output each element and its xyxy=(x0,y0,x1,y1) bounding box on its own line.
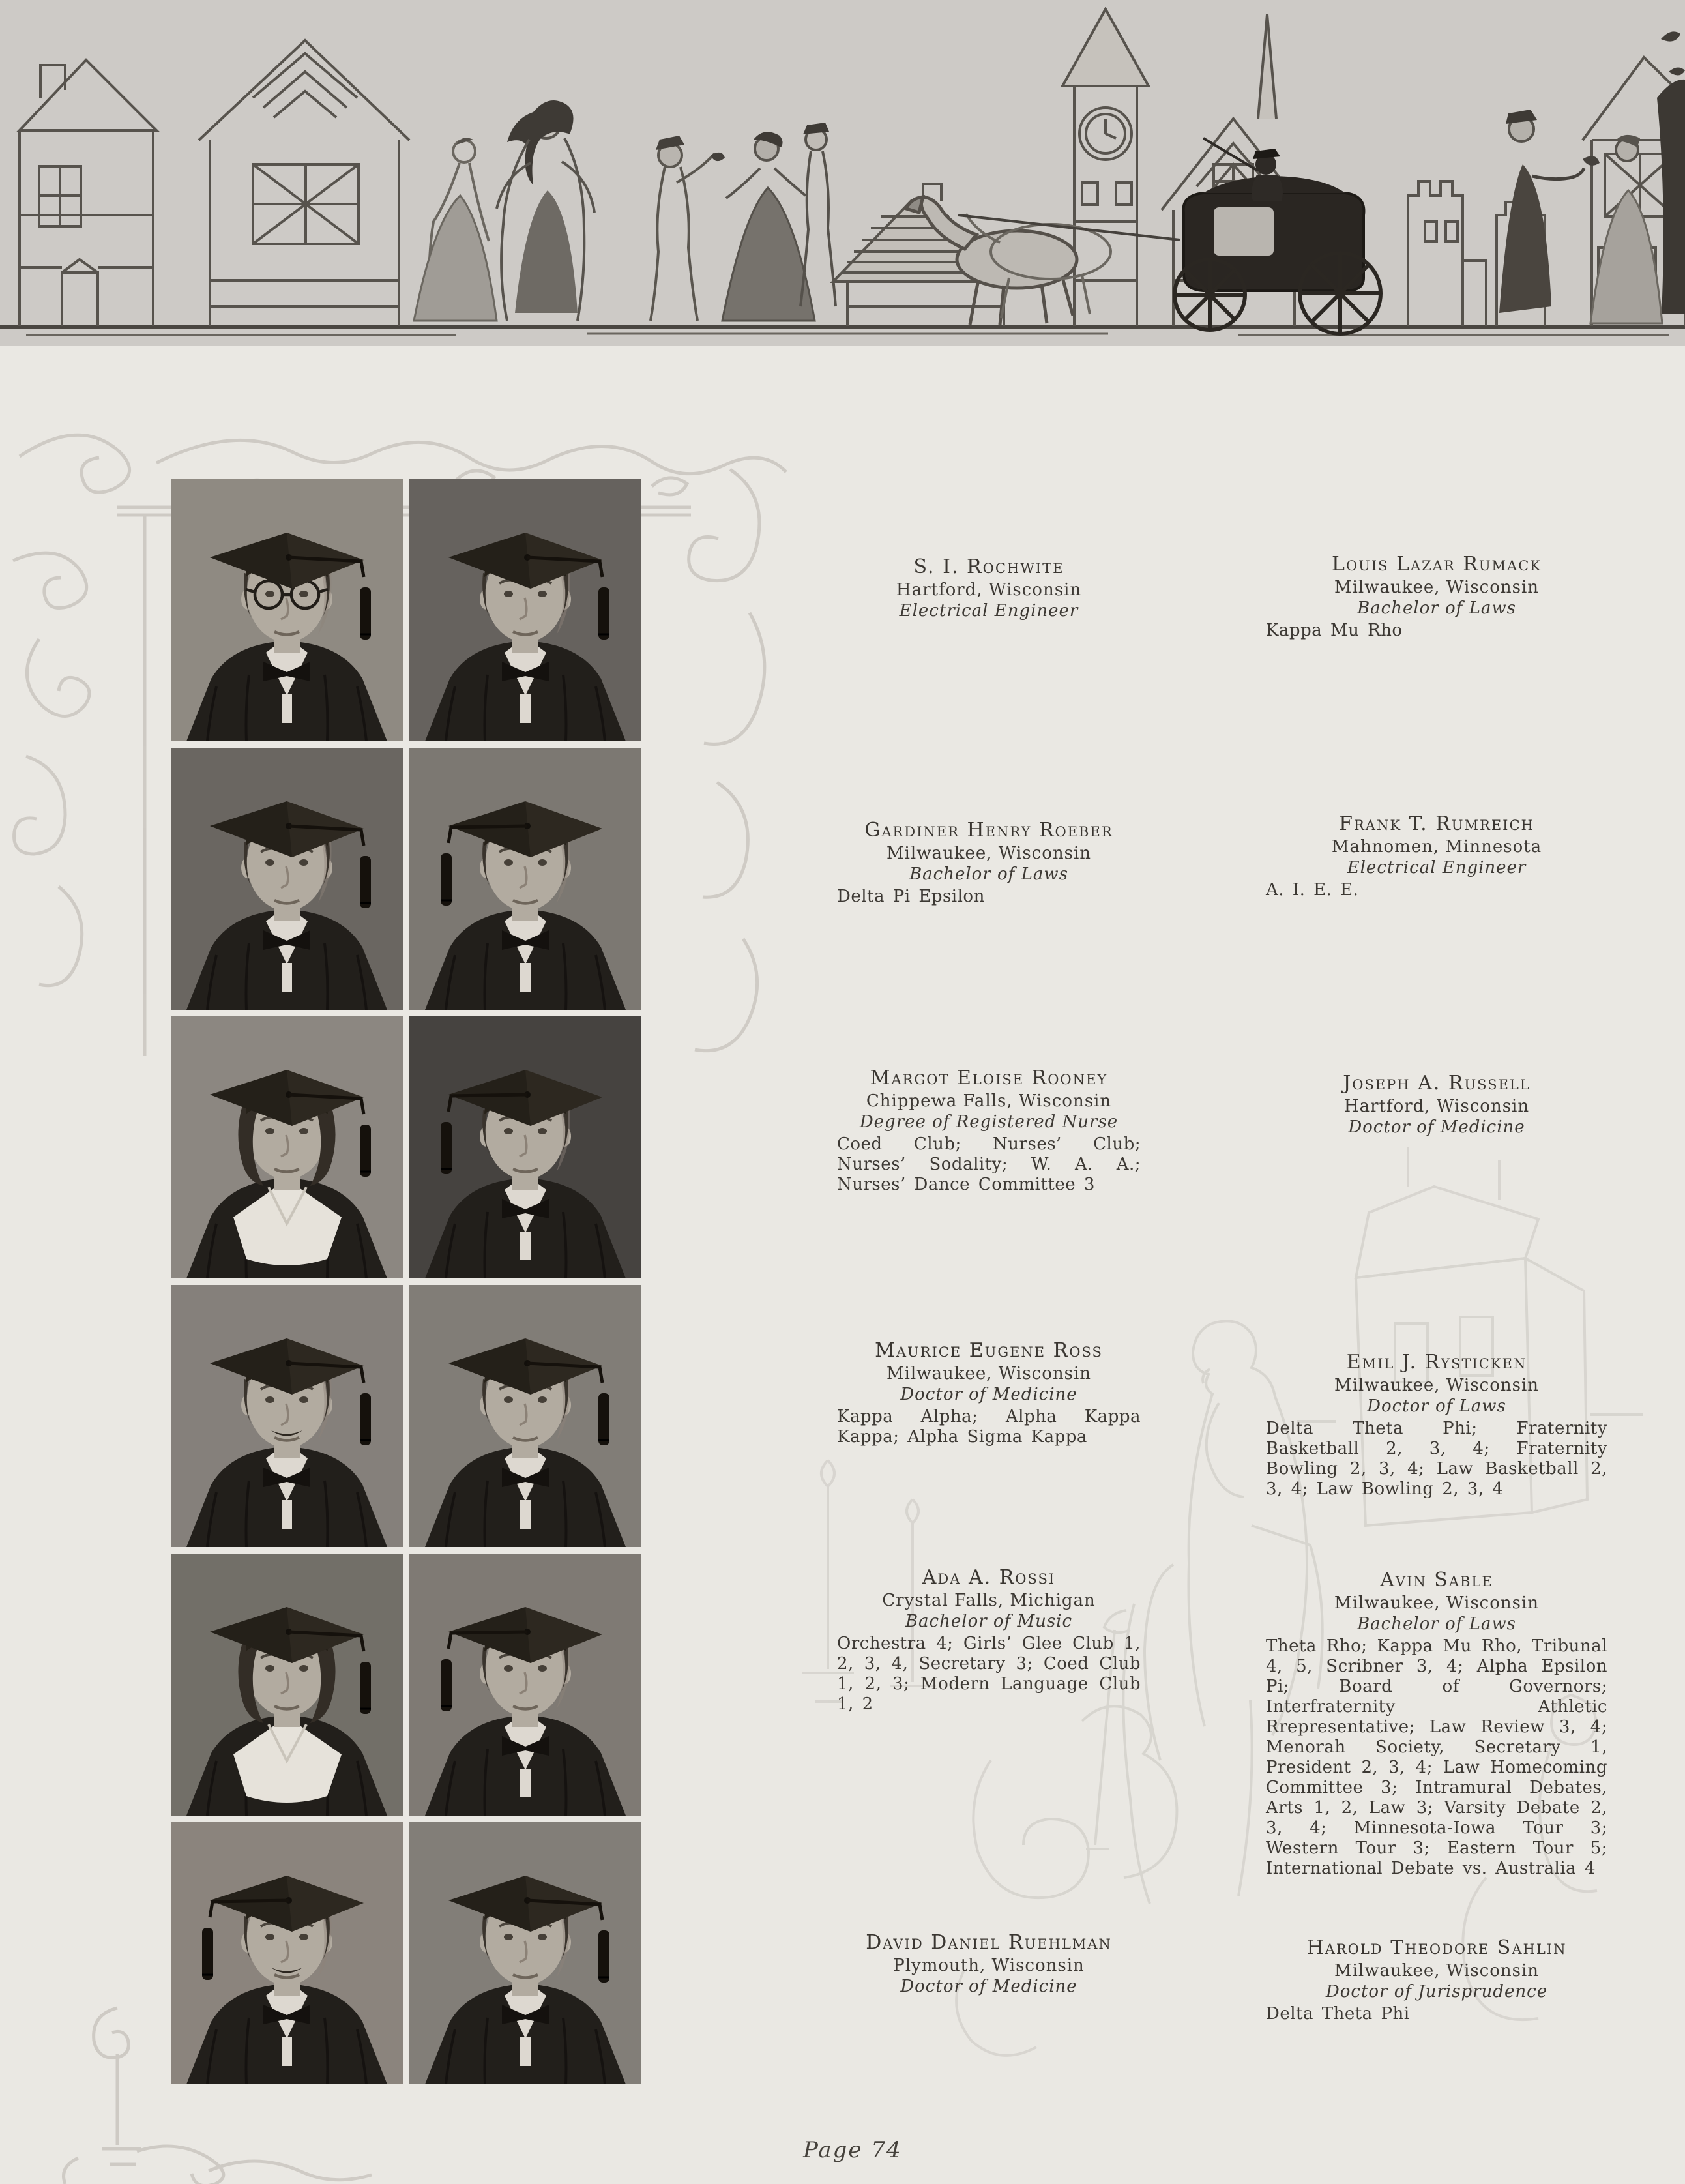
entry-ruehlman xyxy=(837,1931,1141,1997)
entry-degree: Electrical Engineer xyxy=(899,601,1079,621)
entry-degree: Bachelor of Laws xyxy=(1357,1614,1516,1634)
graduate-portrait xyxy=(409,1822,641,2084)
entry-activities: Delta Theta Phi; Fraternity Basketball 2, 3, 4; Fraternity Bowling 2, 3, 4; Law Basketball 2, 3, 4; Law Bowling 2, 3, 4 xyxy=(1266,1419,1607,1499)
graduate-portrait xyxy=(409,1285,641,1547)
entry-name: Emil J. Rysticken xyxy=(1346,1351,1527,1374)
entry-hometown: Mahnomen, Minnesota xyxy=(1331,837,1542,857)
entry-rossi xyxy=(837,1566,1141,1715)
entry-activities: Kappa Alpha; Alpha Kappa Kappa; Alpha Sigma Kappa xyxy=(837,1407,1141,1447)
entry-name: Louis Lazar Rumack xyxy=(1332,553,1542,576)
entry-hometown: Milwaukee, Wisconsin xyxy=(1334,1376,1540,1395)
entry-name: Joseph A. Russell xyxy=(1343,1072,1531,1095)
graduate-portrait xyxy=(171,1554,403,1816)
entry-degree: Doctor of Medicine xyxy=(900,1977,1077,1996)
entry-name: Margot Eloise Rooney xyxy=(870,1067,1108,1089)
header-illustration-colonial-scene xyxy=(0,0,1685,346)
page-number: Page 74 xyxy=(803,2137,902,2163)
entry-activities: Delta Pi Epsilon xyxy=(837,887,985,906)
entry-hometown: Hartford, Wisconsin xyxy=(896,580,1082,600)
entry-name: Gardiner Henry Roeber xyxy=(864,819,1113,842)
entry-degree: Doctor of Jurisprudence xyxy=(1325,1982,1548,2001)
entry-name: Frank T. Rumreich xyxy=(1339,812,1534,835)
entry-sahlin xyxy=(1266,1936,1607,2024)
entry-hometown: Milwaukee, Wisconsin xyxy=(886,1364,1092,1383)
entry-name: Harold Theodore Sahlin xyxy=(1306,1936,1567,1959)
entry-hometown: Milwaukee, Wisconsin xyxy=(1334,578,1540,597)
graduate-portrait xyxy=(171,1016,403,1278)
entry-activities: Delta Theta Phi xyxy=(1266,2004,1410,2024)
entry-degree: Doctor of Medicine xyxy=(900,1385,1077,1404)
entry-rooney xyxy=(837,1067,1141,1195)
entry-degree: Bachelor of Laws xyxy=(1357,598,1516,618)
entry-hometown: Milwaukee, Wisconsin xyxy=(1334,1593,1540,1613)
entry-activities: Coed Club; Nurses’ Club; Nurses’ Sodality; W. A. A.; Nurses’ Dance Committee 3 xyxy=(837,1134,1141,1194)
entry-rysticken xyxy=(1266,1351,1607,1499)
entry-degree: Electrical Engineer xyxy=(1347,858,1527,878)
graduate-portrait xyxy=(171,1285,403,1547)
graduate-portrait xyxy=(409,479,641,741)
entry-degree: Bachelor of Music xyxy=(905,1612,1073,1631)
entry-rumreich xyxy=(1266,812,1607,900)
entry-roeber xyxy=(837,819,1141,907)
entry-name: David Daniel Ruehlman xyxy=(866,1931,1112,1954)
entry-activities: Orchestra 4; Girls’ Glee Club 1, 2, 3, 4, Secretary 3; Coed Club 1, 2, 3; Modern Language Club 1, 2 xyxy=(837,1634,1141,1714)
entry-name: Maurice Eugene Ross xyxy=(875,1339,1103,1362)
entry-name: S. I. Rochwite xyxy=(913,555,1064,578)
entry-degree: Doctor of Medicine xyxy=(1348,1117,1525,1137)
entry-hometown: Milwaukee, Wisconsin xyxy=(1334,1961,1540,1981)
entry-name: Avin Sable xyxy=(1380,1569,1493,1591)
entry-activities: A. I. E. E. xyxy=(1266,880,1359,900)
graduate-portrait xyxy=(171,1822,403,2084)
entry-degree: Doctor of Laws xyxy=(1367,1396,1506,1416)
entry-hometown: Plymouth, Wisconsin xyxy=(893,1956,1085,1975)
entry-degree: Degree of Registered Nurse xyxy=(859,1112,1119,1132)
entry-hometown: Hartford, Wisconsin xyxy=(1343,1097,1530,1116)
entry-degree: Bachelor of Laws xyxy=(909,864,1068,884)
graduate-portrait xyxy=(409,1016,641,1278)
entry-name: Ada A. Rossi xyxy=(922,1566,1056,1589)
entry-hometown: Milwaukee, Wisconsin xyxy=(886,844,1092,863)
entry-sable xyxy=(1266,1569,1607,1879)
entry-activities: Kappa Mu Rho xyxy=(1266,621,1403,640)
graduate-portrait xyxy=(171,748,403,1010)
entry-hometown: Crystal Falls, Michigan xyxy=(882,1591,1096,1610)
portrait-photo-grid xyxy=(171,479,641,2084)
graduate-portrait xyxy=(171,479,403,741)
entry-russell xyxy=(1266,1072,1607,1138)
entry-activities: Theta Rho; Kappa Mu Rho, Tribunal 4, 5, Scribner 3, 4; Alpha Epsilon Pi; Board of Governors; Interfraternity Athletic Rrepresentative; Law Review 3, 4; Menorah Society, Secretary 1, President 2, 3, 4; Law Homecoming Committee 3; Intramural Debates, Arts 1, 2, Law 3; Varsity Debate 2, 3, 4; Minnesota-Iowa Tour 3; Western Tour 3; Eastern Tour 5; International Debate vs. Australia 4 xyxy=(1266,1636,1607,1878)
graduate-portrait xyxy=(409,748,641,1010)
entry-ross xyxy=(837,1339,1141,1447)
entry-hometown: Chippewa Falls, Wisconsin xyxy=(866,1091,1112,1111)
entry-rumack xyxy=(1266,553,1607,641)
graduate-portrait xyxy=(409,1554,641,1816)
entry-rochwite xyxy=(837,555,1141,621)
